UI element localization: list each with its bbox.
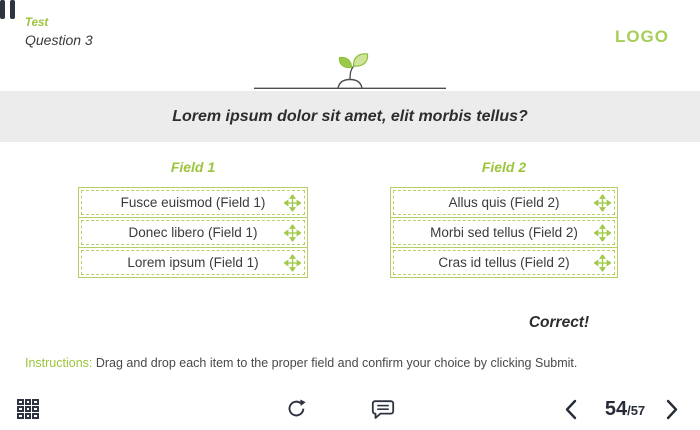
drag-item-field1-1[interactable] bbox=[78, 187, 308, 218]
drag-item-field2-1[interactable] bbox=[390, 187, 618, 218]
refresh-icon[interactable] bbox=[285, 397, 308, 420]
question-number: Question 3 bbox=[25, 32, 93, 48]
drag-item-label: Lorem ipsum (Field 1) bbox=[127, 255, 259, 270]
field-2-header: Field 2 bbox=[481, 159, 527, 175]
drag-item-label: Fusce euismod (Field 1) bbox=[120, 195, 266, 210]
prev-slide-button[interactable] bbox=[562, 398, 580, 421]
move-icon[interactable] bbox=[284, 194, 301, 211]
chat-icon[interactable] bbox=[371, 400, 395, 420]
course-title: Test bbox=[25, 17, 49, 29]
move-icon[interactable] bbox=[594, 194, 611, 211]
move-icon[interactable] bbox=[594, 254, 611, 271]
instructions-text: Drag and drop each item to the proper field and confirm your choice by clicking Submit. bbox=[92, 356, 578, 370]
page-separator: / bbox=[627, 403, 631, 418]
page-current: 54 bbox=[604, 398, 628, 420]
move-icon[interactable] bbox=[284, 254, 301, 271]
pause-icon[interactable] bbox=[0, 0, 15, 19]
move-icon[interactable] bbox=[284, 224, 301, 241]
logo: LOGO bbox=[614, 27, 669, 46]
menu-grid-icon[interactable] bbox=[17, 399, 41, 420]
drag-item-label: Donec libero (Field 1) bbox=[128, 225, 258, 240]
drag-item-field1-2[interactable] bbox=[78, 217, 308, 248]
drag-item-label: Allus quis (Field 2) bbox=[448, 195, 560, 210]
field-1-dropzone bbox=[78, 187, 308, 278]
drag-item-label: Cras id tellus (Field 2) bbox=[438, 255, 570, 270]
page-total: 57 bbox=[630, 403, 646, 418]
instructions bbox=[25, 356, 577, 370]
field-1-header: Field 1 bbox=[170, 159, 216, 175]
feedback-correct: Correct! bbox=[528, 314, 590, 331]
drag-item-label: Morbi sed tellus (Field 2) bbox=[430, 225, 578, 240]
instructions-label: Instructions: bbox=[25, 356, 93, 370]
drag-item-field2-2[interactable] bbox=[390, 217, 618, 248]
question-text: Lorem ipsum dolor sit amet, elit morbis tellus? bbox=[172, 108, 528, 125]
field-2-dropzone bbox=[390, 187, 618, 278]
drag-item-field1-3[interactable] bbox=[78, 247, 308, 278]
drag-item-field2-3[interactable] bbox=[390, 247, 618, 278]
next-slide-button[interactable] bbox=[663, 398, 681, 421]
page-indicator bbox=[593, 398, 657, 421]
move-icon[interactable] bbox=[594, 224, 611, 241]
sprout-icon bbox=[254, 52, 446, 90]
